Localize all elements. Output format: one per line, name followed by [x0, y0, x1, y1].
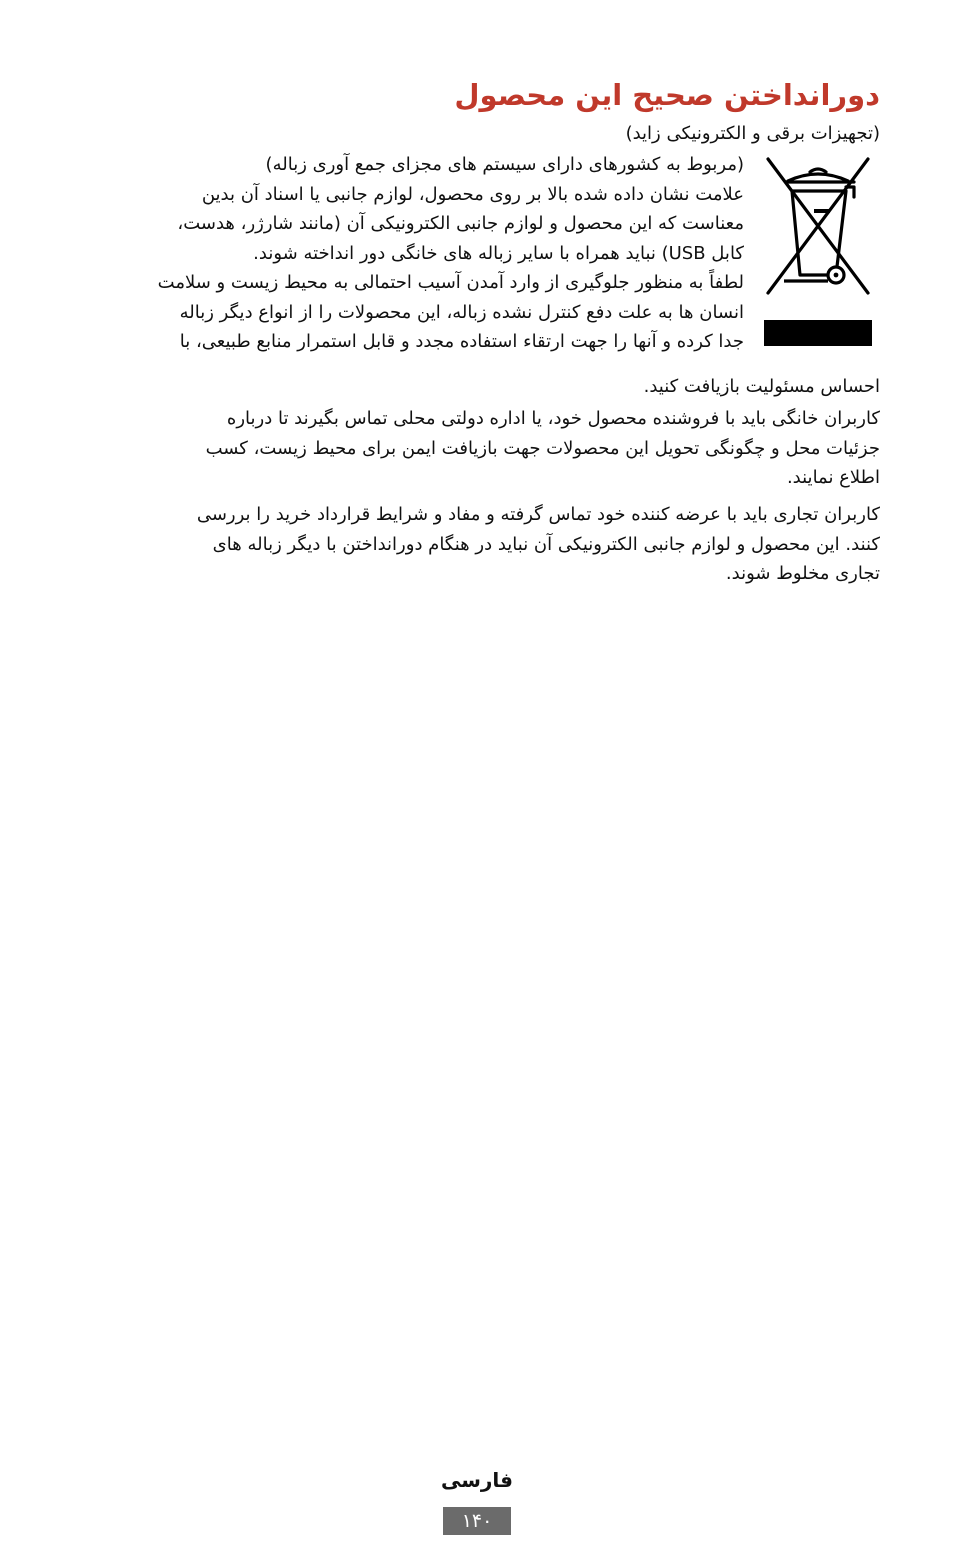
- text-line: لطفاً به منظور جلوگیری از وارد آمدن آسیب احتمالی به محیط زیست و سلامت: [157, 272, 744, 293]
- text-line: تجاری مخلوط شوند.: [725, 563, 880, 584]
- paragraph-household-users: [74, 404, 880, 493]
- text-line: کاربران خانگی باید با فروشنده محصول خود، یا اداره دولتی محلی تماس بگیرند تا درباره: [226, 408, 880, 429]
- crossed-out-wheelie-bin-icon: [762, 153, 874, 299]
- text-line: کاربران تجاری باید با عرضه کننده خود تماس گرفته و مفاد و شرایط قرارداد خرید را بررسی: [196, 504, 880, 525]
- footer-language-label: فارسی: [440, 1468, 514, 1492]
- text-line: جزئیات محل و چگونگی تحویل این محصولات جهت بازیافت ایمن برای محیط زیست، کسب: [205, 437, 880, 459]
- paragraph-weee-intro-tail: [74, 372, 880, 402]
- text-line: اطلاع نمایند.: [786, 467, 880, 488]
- text-line: جدا کرده و آنها را جهت ارتقاء استفاده مجدد و قابل استمرار منابع طبیعی، با: [179, 331, 744, 352]
- section-subtitle: (تجهیزات برقی و الکترونیکی زاید): [625, 123, 880, 144]
- text-line: کنند. این محصول و لوازم جانبی الکترونیکی آن نباید در هنگام دورانداختن با دیگر زباله های: [212, 533, 880, 555]
- text-line: (مربوط به کشورهای دارای سیستم های مجزای جمع آوری زباله): [265, 154, 744, 175]
- section-title: دورانداختن صحیح این محصول: [454, 78, 880, 112]
- paragraph-business-users: [74, 500, 880, 589]
- text-line: معناست که این محصول و لوازم جانبی الکترونیکی آن (مانند شارژر، هدست،: [177, 213, 744, 234]
- text-line: احساس مسئولیت بازیافت کنید.: [643, 376, 880, 397]
- text-line: انسان ها به علت دفع کنترل نشده زباله، این محصولات را از انواع دیگر زباله: [179, 301, 744, 323]
- solid-bar-marking: [764, 320, 872, 346]
- text-line: کابل USB) نباید همراه با سایر زباله های خانگی دور انداخته شوند.: [253, 242, 744, 264]
- page-number-badge: ۱۴۰: [443, 1507, 511, 1535]
- text-line: علامت نشان داده شده بالا بر روی محصول، لوازم جانبی یا اسناد آن بدین: [201, 183, 744, 205]
- paragraph-weee-intro: [72, 150, 744, 357]
